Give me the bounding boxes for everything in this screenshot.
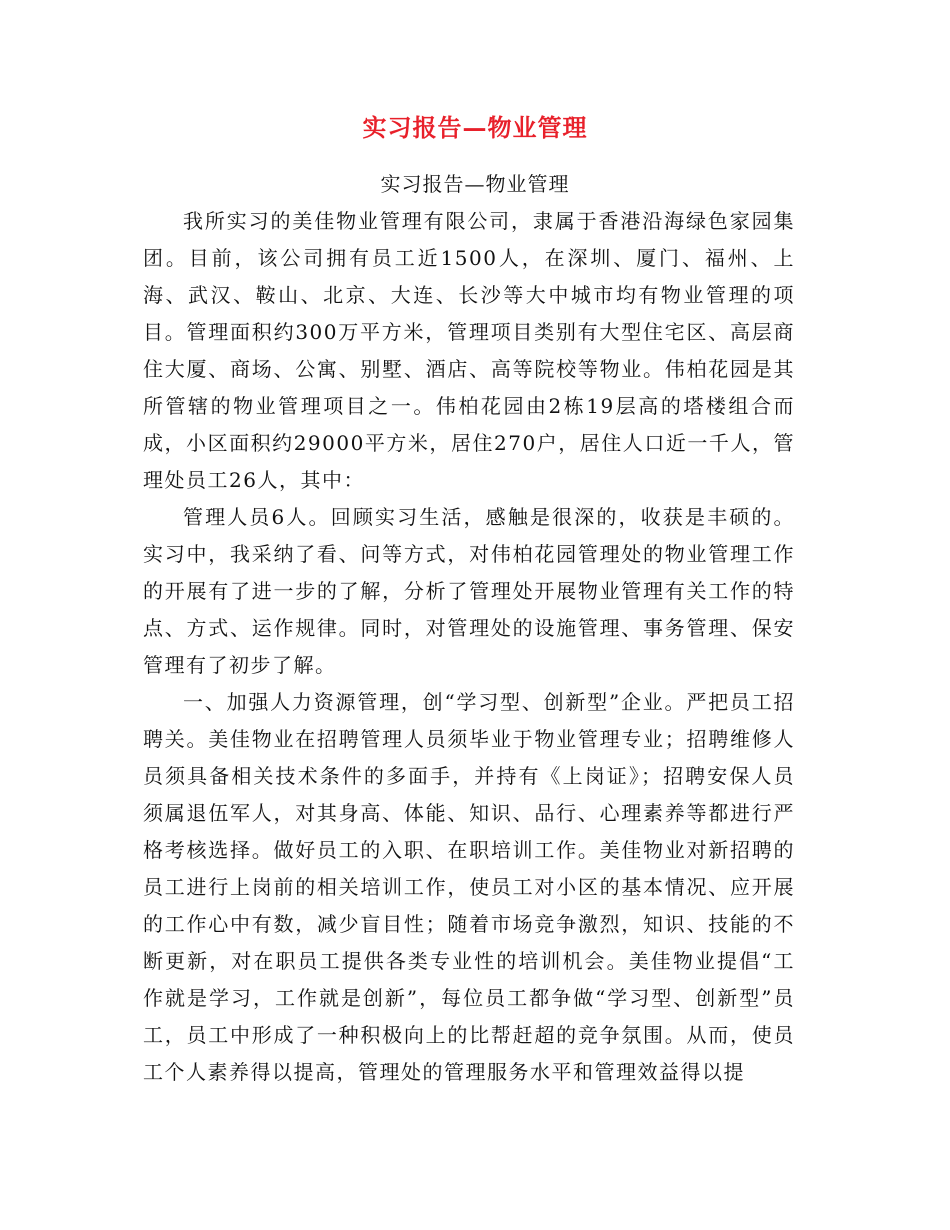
paragraph: 管理人员6人。回顾实习生活，感触是很深的，收获是丰硕的。实习中，我采纳了看、问等方式，对伟柏花园管理处的物业管理工作的开展有了进一步的了解，分析了管理处开展物业管理有关工作的特点、方式、运作规律。同时，对管理处的设施管理、事务管理、保安管理有了初步了解。 (143, 505, 795, 677)
document-subtitle: 实习报告—物业管理 (380, 172, 570, 196)
document-body (143, 203, 795, 1091)
paragraph: 我所实习的美佳物业管理有限公司，隶属于香港沿海绿色家园集团。目前，该公司拥有员工近1500人，在深圳、厦门、福州、上海、武汉、鞍山、北京、大连、长沙等大中城市均有物业管理的项目。管理面积约300万平方米，管理项目类别有大型住宅区、高层商住大厦、商场、公寓、别墅、酒店、高等院校等物业。伟柏花园是其所管辖的物业管理项目之一。伟柏花园由2栋19层高的塔楼组合而成，小区面积约29000平方米，居住270户，居住人口近一千人，管理处员工26人，其中： (143, 209, 795, 492)
document-title: 实习报告—物业管理 (362, 113, 588, 142)
paragraph: 一、加强人力资源管理，创“学习型、创新型”企业。严把员工招聘关。美佳物业在招聘管理人员须毕业于物业管理专业；招聘维修人员须具备相关技术条件的多面手，并持有《上岗证》；招聘安保人员须属退伍军人，对其身高、体能、知识、品行、心理素养等都进行严格考核选择。做好员工的入职、在职培训工作。美佳物业对新招聘的员工进行上岗前的相关培训工作，使员工对小区的基本情况、应开展的工作心中有数，减少盲目性；随着市场竞争激烈，知识、技能的不断更新，对在职员工提供各类专业性的培训机会。美佳物业提倡“工作就是学习，工作就是创新”，每位员工都争做“学习型、创新型”员工，员工中形成了一种积极向上的比帮赶超的竞争氛围。从而，使员工个人素养得以提高，管理处的管理服务水平和管理效益得以提 (143, 690, 795, 1084)
